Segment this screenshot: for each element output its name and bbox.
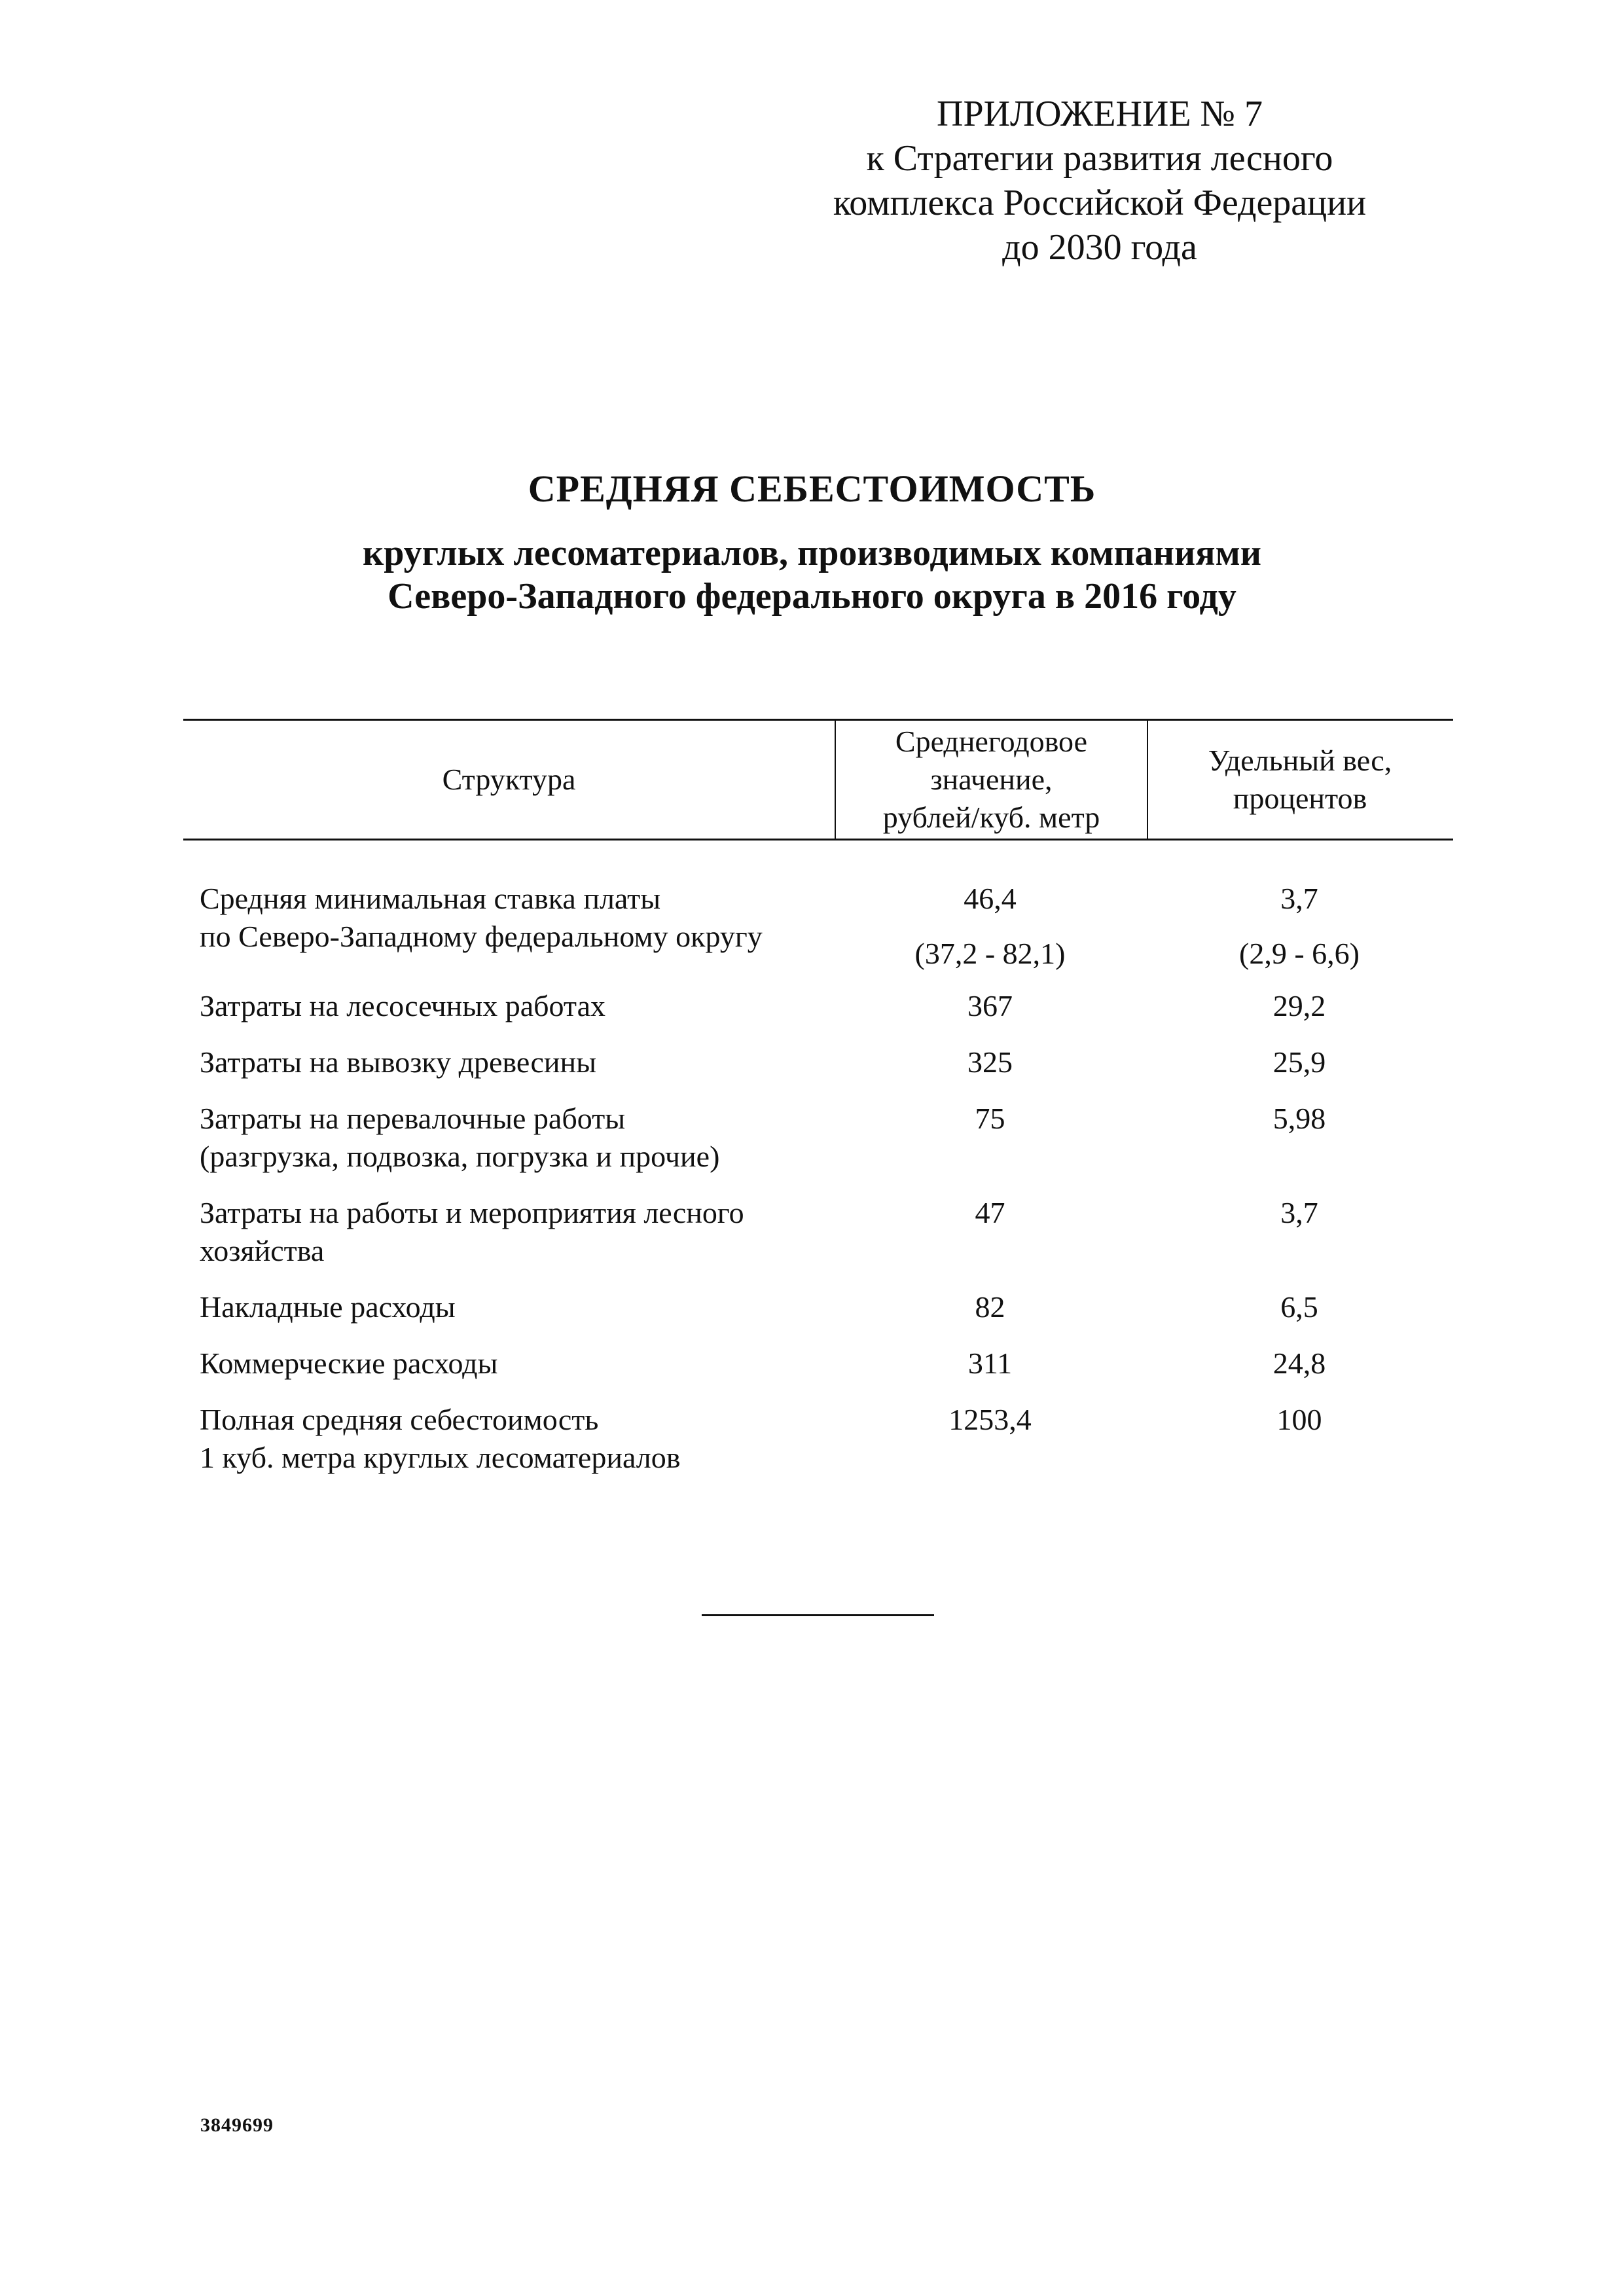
appendix-header	[805, 92, 1394, 270]
row-mean-value: 46,4	[964, 882, 1017, 915]
row-label-line: Затраты на перевалочные работы	[200, 1102, 626, 1135]
row-label-line: Затраты на лесосечных работах	[200, 989, 605, 1022]
row-share-value: 3,7	[1280, 1196, 1318, 1229]
table-row	[183, 1100, 1453, 1176]
row-share-value: 100	[1276, 1403, 1322, 1436]
row-share-value: 3,7	[1280, 882, 1318, 915]
row-label-line: хозяйства	[200, 1234, 325, 1267]
row-mean	[835, 880, 1146, 973]
table-row	[183, 1043, 1453, 1081]
row-share-value: 5,98	[1272, 1102, 1326, 1135]
row-label-line: Средняя минимальная ставка платы	[200, 882, 661, 915]
page-subtitle	[0, 532, 1624, 618]
row-mean-value: 1253,4	[948, 1403, 1032, 1436]
row-label	[183, 987, 835, 1025]
row-mean-value: 325	[967, 1045, 1013, 1079]
header-mean-label: рублей/куб. метр	[882, 801, 1100, 834]
subtitle-line: Северо-Западного федерального округа в 2016 году	[388, 576, 1236, 617]
header-structure-label: Структура	[442, 763, 576, 796]
row-label	[183, 1043, 835, 1081]
row-label	[183, 1345, 835, 1382]
row-mean-value: 75	[975, 1102, 1005, 1135]
document-id: 3849699	[200, 2114, 274, 2136]
row-label-line: Затраты на вывозку древесины	[200, 1045, 596, 1079]
cost-table	[183, 719, 1453, 1495]
header-share	[1147, 721, 1453, 839]
header-structure	[183, 721, 835, 839]
appendix-number: ПРИЛОЖЕНИЕ № 7	[937, 94, 1263, 134]
header-share-label: процентов	[1233, 782, 1367, 815]
table-row	[183, 1194, 1453, 1270]
row-label-line: (разгрузка, подвозка, погрузка и прочие)	[200, 1140, 720, 1173]
appendix-reference: комплекса Российской Федерации	[833, 183, 1367, 223]
row-share	[1146, 880, 1453, 973]
row-mean-range: (37,2 - 82,1)	[914, 937, 1066, 970]
row-label-line: Полная средняя себестоимость	[200, 1403, 599, 1436]
row-mean-value: 82	[975, 1290, 1005, 1324]
table-row	[183, 987, 1453, 1025]
page-title: СРЕДНЯЯ СЕБЕСТОИМОСТЬ	[528, 467, 1096, 510]
subtitle-line: круглых лесоматериалов, производимых компаниями	[363, 533, 1261, 573]
row-mean-value: 311	[967, 1346, 1013, 1380]
row-share-value: 6,5	[1280, 1290, 1318, 1324]
row-label-line: по Северо-Западному федеральному округу	[200, 920, 763, 953]
table-row	[183, 880, 1453, 973]
row-mean-value: 47	[975, 1196, 1005, 1229]
appendix-reference: к Стратегии развития лесного	[866, 138, 1333, 179]
row-label-line: 1 куб. метра круглых лесоматериалов	[200, 1441, 681, 1474]
row-label-line: Накладные расходы	[200, 1290, 456, 1324]
header-share-label: Удельный вес,	[1208, 744, 1392, 777]
row-share-value: 25,9	[1272, 1045, 1326, 1079]
table-row	[183, 1401, 1453, 1477]
row-label	[183, 1401, 835, 1477]
row-label-line: Затраты на работы и мероприятия лесного	[200, 1196, 744, 1229]
table-row	[183, 1288, 1453, 1326]
row-label	[183, 1288, 835, 1326]
row-label	[183, 1194, 835, 1270]
row-label	[183, 1100, 835, 1176]
table-header	[183, 719, 1453, 840]
row-label-line: Коммерческие расходы	[200, 1346, 498, 1380]
row-share-value: 29,2	[1272, 989, 1326, 1022]
header-mean	[835, 721, 1148, 839]
table-body	[183, 880, 1453, 1477]
header-mean-label: Среднегодовое	[895, 725, 1088, 758]
row-share-value: 24,8	[1272, 1346, 1326, 1380]
header-mean-label: значение,	[930, 763, 1053, 796]
row-mean-value: 367	[967, 989, 1013, 1022]
table-row	[183, 1345, 1453, 1382]
row-share-range: (2,9 - 6,6)	[1239, 937, 1360, 970]
row-label	[183, 880, 835, 973]
end-separator	[702, 1614, 934, 1616]
appendix-reference: до 2030 года	[1002, 227, 1197, 268]
